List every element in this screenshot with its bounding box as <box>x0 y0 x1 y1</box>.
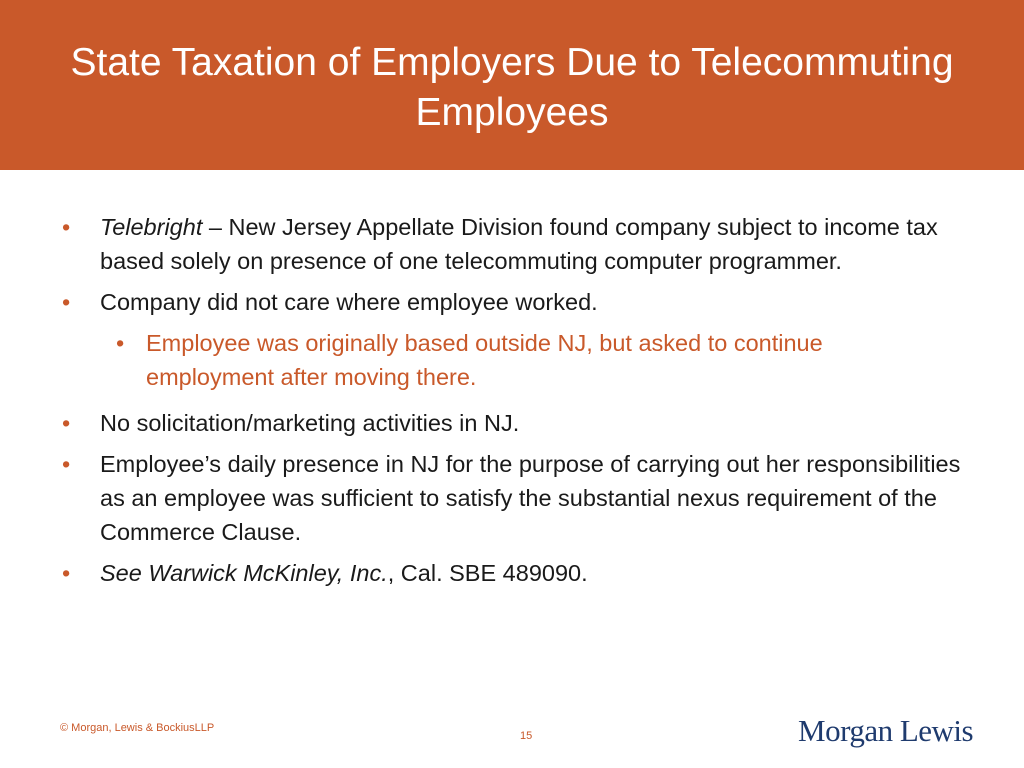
case-name: See Warwick McKinley, Inc. <box>100 560 388 586</box>
bullet-icon: • <box>62 451 71 477</box>
bullet-text: No solicitation/marketing activities in NJ. <box>100 410 520 436</box>
bullet-item <box>62 406 962 440</box>
bullet-text: – New Jersey Appellate Division found company subject to income tax based solely on presence of one telecommuting computer programmer. <box>100 214 938 274</box>
slide-body <box>62 210 962 597</box>
bullet-icon: • <box>62 560 71 586</box>
bullet-icon: • <box>62 214 71 240</box>
morgan-lewis-logo: Morgan Lewis <box>798 713 974 748</box>
title-banner <box>0 0 1024 170</box>
bullet-text: Employee’s daily presence in NJ for the purpose of carrying out her responsibilities as an employee was sufficient to satisfy the substantial nexus requirement of the Commerce Clause. <box>100 451 961 545</box>
page-number: 15 <box>520 730 533 742</box>
bullet-text: , Cal. SBE 489090. <box>387 560 588 586</box>
bullet-text: Company did not care where employee worked. <box>100 289 598 315</box>
sub-bullet-item <box>116 326 926 394</box>
bullet-item <box>62 447 962 549</box>
bullet-icon: • <box>62 410 71 436</box>
bullet-icon: • <box>62 289 71 315</box>
bullet-item <box>62 210 962 278</box>
sub-bullet-text: Employee was originally based outside NJ, but asked to continue employment after moving there. <box>146 330 823 390</box>
bullet-item <box>62 285 962 319</box>
bullet-icon: • <box>116 330 125 356</box>
slide-title: State Taxation of Employers Due to Telecommuting Employees <box>70 41 954 134</box>
bullet-item <box>62 556 962 590</box>
case-name: Telebright <box>100 214 203 240</box>
copyright-notice: © Morgan, Lewis & BockiusLLP <box>60 722 215 734</box>
